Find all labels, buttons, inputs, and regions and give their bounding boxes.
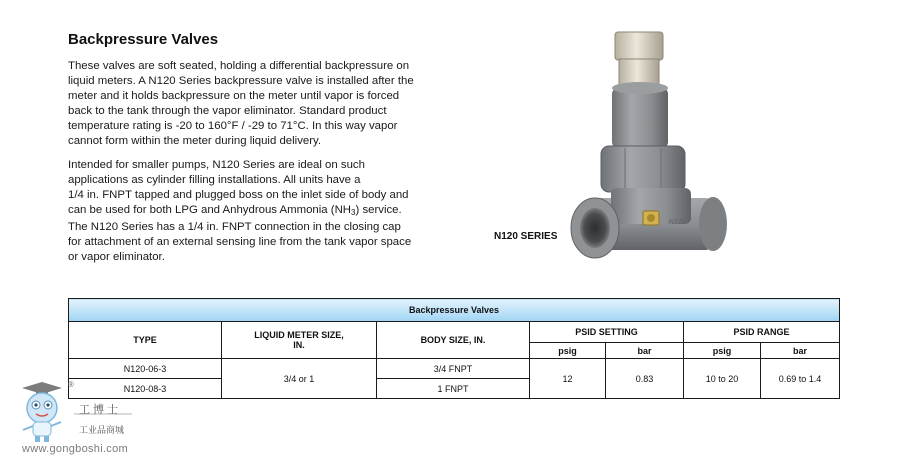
valve-product-image	[565, 28, 730, 273]
paragraph-line: for attachment of an external sensing line from the tank vapor space	[68, 236, 412, 248]
table-row	[69, 359, 840, 379]
paragraph-line: applications as cylinder filling installations. All units have a	[68, 174, 361, 186]
paragraph-line: These valves are soft seated, holding a differential backpressure on	[68, 60, 410, 72]
paragraph-line: The N120 Series has a 1/4 in. FNPT connection in the closing cap	[68, 221, 401, 233]
paragraph-line: liquid meters. A N120 Series backpressure valve is installed after the	[68, 75, 414, 87]
ammonia-subscript: 3	[351, 208, 356, 217]
registered-mark: ®	[68, 380, 74, 389]
header-meter-size-line2: IN.	[293, 340, 305, 350]
ammonia-text: can be used for both LPG and Anhydrous Ammonia (NH	[68, 204, 352, 216]
header-psid-range: PSID RANGE	[684, 322, 840, 343]
description-paragraph-2	[68, 158, 443, 265]
paragraph-line: Intended for smaller pumps, N120 Series are ideal on such	[68, 159, 365, 171]
paragraph-line-ammonia	[68, 203, 443, 220]
cell-setting-psig: 12	[530, 359, 606, 399]
table-title: Backpressure Valves	[69, 299, 840, 322]
cell-body-size: 3/4 FNPT	[377, 359, 530, 379]
description-paragraph-1	[68, 59, 443, 149]
header-range-bar: bar	[761, 343, 840, 359]
header-meter-size	[222, 322, 377, 359]
cell-meter-size: 3/4 or 1	[222, 359, 377, 399]
header-setting-psig: psig	[530, 343, 606, 359]
watermark-brand: 工博士	[79, 403, 121, 416]
svg-text:N120: N120	[669, 219, 686, 226]
paragraph-line: back to the tank through the vapor eliminator. Standard product	[68, 105, 387, 117]
ammonia-suffix: ) service.	[355, 204, 402, 216]
cell-range-psig: 10 to 20	[684, 359, 761, 399]
cell-type: N120-08-3	[69, 379, 222, 399]
header-body-size: BODY SIZE, IN.	[377, 322, 530, 359]
paragraph-line: 1/4 in. FNPT tapped and plugged boss on the inlet side of body and	[68, 189, 409, 201]
paragraph-line: or vapor eliminator.	[68, 251, 165, 263]
cell-type: N120-06-3	[69, 359, 222, 379]
spec-table	[68, 298, 840, 399]
cell-range-bar: 0.69 to 1.4	[761, 359, 840, 399]
paragraph-line: temperature rating is -20 to 160°F / -29 to 71°C. In this way vapor	[68, 120, 398, 132]
header-psid-setting: PSID SETTING	[530, 322, 684, 343]
header-setting-bar: bar	[606, 343, 684, 359]
watermark-tagline: 工业品商城	[79, 425, 125, 435]
product-caption: N120 SERIES	[494, 231, 558, 242]
watermark-url: www.gongboshi.com	[22, 443, 128, 455]
header-type: TYPE	[69, 322, 222, 359]
cell-body-size: 1 FNPT	[377, 379, 530, 399]
section-heading: Backpressure Valves	[68, 31, 219, 48]
cell-setting-bar: 0.83	[606, 359, 684, 399]
header-meter-size-line1: LIQUID METER SIZE,	[254, 330, 344, 340]
header-range-psig: psig	[684, 343, 761, 359]
paragraph-line: cannot form within the meter during liquid delivery.	[68, 135, 322, 147]
paragraph-line: meter and it holds backpressure on the meter until vapor is forced	[68, 90, 400, 102]
